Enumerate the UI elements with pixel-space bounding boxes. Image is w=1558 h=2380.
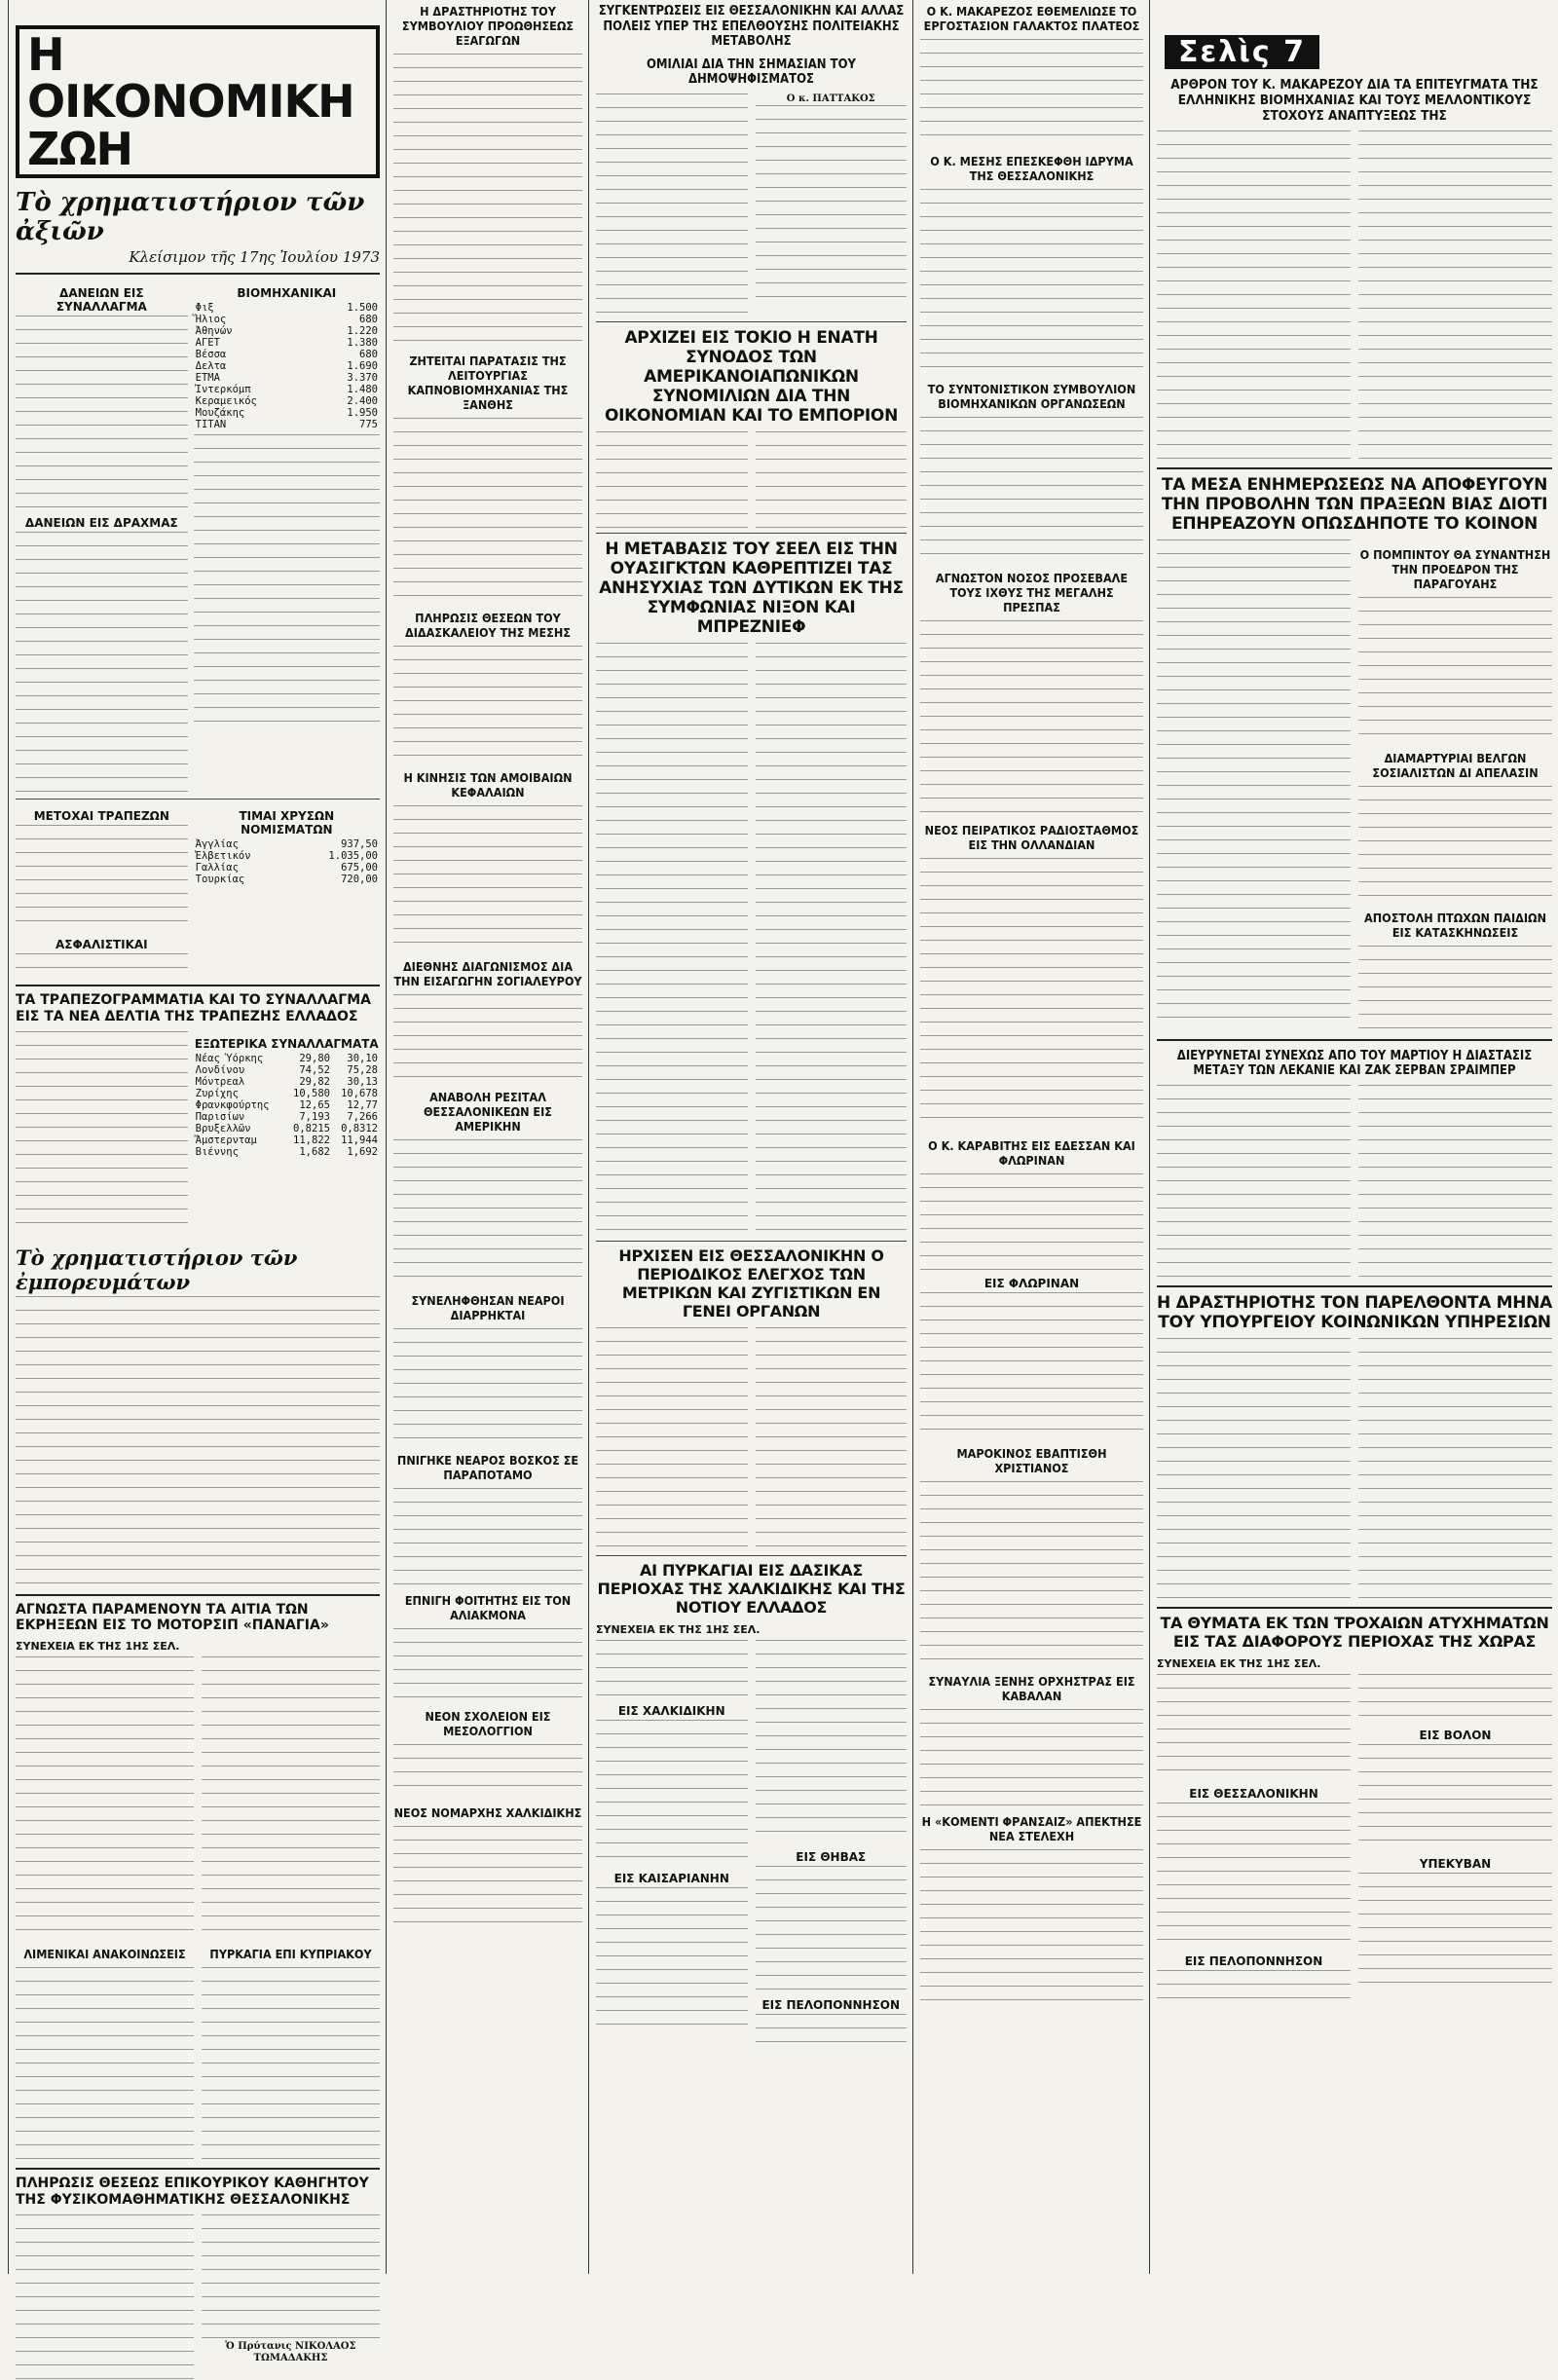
rate-row [194, 1134, 380, 1146]
rate-row-buy: 12,65 [299, 1098, 330, 1111]
economic-life-column [10, 0, 386, 2364]
article-text [920, 1292, 1143, 1438]
gold-title: ΤΙΜΑΙ ΧΡΥΣΩΝ ΝΟΜΙΣΜΑΤΩΝ [239, 809, 335, 837]
rates-subtitle: ΕΞΩΤΕΡΙΚΑ ΣΥΝΑΛΛΑΓΜΑΤΑ [194, 1036, 379, 1051]
article-text [1358, 946, 1552, 1033]
headline: ΑΡΧΙΖΕΙ ΕΙΣ ΤΟΚΙΟ Η ΕΝΑΤΗ ΣΥΝΟΔΟΣ ΤΩΝ ΑΜΕΡΙΚΑΝΟΙΑΠΩΝΙΚΩΝ ΣΥΝΟΜΙΛΙΩΝ ΔΙΑ ΤΗΝ ΟΙΚΟΝΟΜΙΑΝ ΚΑΙ ΤΟ ΕΜΠΟΡΙΟΝ [604, 327, 899, 427]
column-rule [1149, 0, 1150, 2274]
continued-label: ΣΥΝΕΧΕΙΑ ΕΚ ΤΗΣ 1ΗΣ ΣΕΛ. [1157, 1656, 1321, 1670]
column-rule [386, 0, 387, 2274]
headline: ΣΥΓΚΕΝΤΡΩΣΕΙΣ ΕΙΣ ΘΕΣΣΑΛΟΝΙΚΗΝ ΚΑΙ ΑΛΛΑΣ ΠΟΛΕΙΣ ΥΠΕΡ ΤΗΣ ΕΠΕΛΘΟΥΣΗΣ ΠΟΛΙΤΕΙΑΚΗΣ ΜΕΤΑΒΟΛΗΣ [598, 4, 905, 50]
subhead: ΕΙΣ ΒΟΛΟΝ [1419, 1728, 1492, 1742]
rate-row-buy: 0,8215 [293, 1122, 330, 1134]
article-text [596, 1887, 748, 2033]
article-text [596, 1640, 748, 1698]
subhead: ΕΙΣ ΧΑΛΚΙΔΙΚΗΝ [617, 1703, 725, 1718]
industrial-row [194, 302, 380, 314]
article-text [393, 54, 582, 346]
headline: ΣΥΝΑΥΛΙΑ ΞΕΝΗΣ ΟΡΧΗΣΤΡΑΣ ΕΙΣ ΚΑΒΑΛΑΝ [928, 1674, 1135, 1703]
rate-row [194, 1111, 380, 1123]
rate-row-buy: 29,80 [299, 1052, 330, 1064]
industrial-row [194, 337, 380, 349]
gold-row [194, 862, 380, 874]
article-text [1157, 1803, 1351, 1949]
industrial-row-value: 2.400 [347, 395, 378, 408]
rate-row [194, 1088, 380, 1099]
banks-title: ΜΕΤΟΧΑΙ ΤΡΑΠΕΖΩΝ [33, 809, 169, 824]
industrial-row-name: Κεραμεικός [195, 395, 257, 408]
headline: ΠΝΙΓΗΚΕ ΝΕΑΡΟΣ ΒΟΣΚΟΣ ΣΕ ΠΑΡΑΠΟΤΑΜΟ [396, 1453, 579, 1482]
industrial-row-value: 1.500 [347, 302, 378, 315]
rate-row-sell: 11,944 [341, 1134, 378, 1146]
article-text [202, 1656, 380, 1939]
position-headline: ΠΛΗΡΩΣΙΣ ΘΕΣΕΩΣ ΕΠΙΚΟΥΡΙΚΟΥ ΚΑΘΗΓΗΤΟΥ ΤΗΣ ΦΥΣΙΚΟΜΑΘΗΜΑΤΙΚΗΣ ΘΕΣΣΑΛΟΝΙΚΗΣ [16, 2175, 369, 2209]
article-text [1157, 1970, 1351, 2009]
article-text [756, 1640, 908, 1844]
rate-row-buy: 11,822 [293, 1134, 330, 1146]
signature: Ὁ Πρύτανις ΝΙΚΟΛΑΟΣ ΤΩΜΑΔΑΚΗΣ [225, 2340, 356, 2364]
headline: ΑΙ ΠΥΡΚΑΓΙΑΙ ΕΙΣ ΔΑΣΙΚΑΣ ΠΕΡΙΟΧΑΣ ΤΗΣ ΧΑΛΚΙΔΙΚΗΣ ΚΑΙ ΤΗΣ ΝΟΤΙΟΥ ΕΛΛΑΔΟΣ [597, 1560, 906, 1617]
news-column-1 [388, 0, 588, 2274]
industrial-row-value: 1.690 [347, 360, 378, 373]
loans-drachma-title: ΔΑΝΕΙΩΝ ΕΙΣ ΔΡΑΧΜΑΣ [24, 516, 178, 531]
rate-row-buy: 1,682 [299, 1145, 330, 1158]
headline: ΝΕΟΣ ΠΕΙΡΑΤΙΚΟΣ ΡΑΔΙΟΣΤΑΘΜΟΣ ΕΙΣ ΤΗΝ ΟΛΛΑΝΔΙΑΝ [924, 823, 1139, 852]
rate-row [194, 1064, 380, 1076]
stock-exchange-title: Τὸ χρηματιστήριον τῶν ἀξιῶν [16, 187, 365, 246]
article-text [1157, 539, 1351, 1026]
article-text [393, 646, 582, 762]
industrial-row-value: 680 [359, 349, 378, 361]
article-text [1358, 1744, 1552, 1851]
gold-row [194, 850, 380, 862]
industrial-row-value: 1.950 [347, 407, 378, 420]
article-text [920, 858, 1143, 1131]
subhead: ΕΙΣ ΠΕΛΟΠΟΝΝΗΣΟΝ [1184, 1953, 1323, 1968]
rate-row-sell: 1,692 [347, 1145, 378, 1158]
rate-row-buy: 74,52 [299, 1063, 330, 1076]
masthead: Η ΟΙΚΟΝΟΜΙΚΗ ΖΩΗ [16, 25, 380, 178]
article-text [596, 643, 748, 1237]
gold-row-name: Γαλλίας [195, 862, 239, 874]
article-text [920, 417, 1143, 563]
article-text [1358, 1338, 1552, 1601]
article-text [920, 1173, 1143, 1271]
subhead: ΥΠΕΚΥΒΑΝ [1419, 1856, 1492, 1871]
explosions-headline: ΑΓΝΩΣΤΑ ΠΑΡΑΜΕΝΟΥΝ ΤΑ ΑΙΤΙΑ ΤΩΝ ΕΚΡΗΞΕΩΝ ΕΙΣ ΤΟ ΜΟΤΟΡΣΙΠ «ΠΑΝΑΓΙΑ» [16, 1601, 329, 1634]
industrial-row-value: 1.380 [347, 337, 378, 350]
gold-row [194, 874, 380, 885]
gold-row-value: 675,00 [341, 862, 378, 874]
article-text [596, 1327, 748, 1551]
article-text [756, 1866, 908, 1992]
rate-row-sell: 30,10 [347, 1052, 378, 1064]
article-text [920, 1849, 1143, 2005]
headline: Ο Κ. ΚΑΡΑΒΙΤΗΣ ΕΙΣ ΕΔΕΣΣΑΝ ΚΑΙ ΦΛΩΡΙΝΑΝ [928, 1138, 1135, 1168]
industrial-row [194, 372, 380, 384]
rate-row-sell: 75,28 [347, 1063, 378, 1076]
article-text [202, 1967, 380, 2162]
headline: ΣΥΝΕΛΗΦΘΗΣΑΝ ΝΕΑΡΟΙ ΔΙΑΡΡΗΚΤΑΙ [411, 1293, 565, 1322]
industrial-row [194, 407, 380, 419]
headline: ΑΠΟΣΤΟΛΗ ΠΤΩΧΩΝ ΠΑΙΔΙΩΝ ΕΙΣ ΚΑΤΑΣΚΗΝΩΣΕΙΣ [1364, 910, 1546, 940]
rate-row [194, 1053, 380, 1064]
fire-headline: ΠΥΡΚΑΓΙΑ ΕΠΙ ΚΥΠΡΙΑΚΟΥ [209, 1947, 372, 1962]
article-text [202, 2214, 380, 2341]
headline: ΕΠΝΙΓΗ ΦΟΙΤΗΤΗΣ ΕΙΣ ΤΟΝ ΑΛΙΑΚΜΟΝΑ [404, 1593, 572, 1622]
rate-row-sell: 10,678 [341, 1087, 378, 1099]
rates-title: ΤΑ ΤΡΑΠΕΖΟΓΡΑΜΜΑΤΙΑ ΚΑΙ ΤΟ ΣΥΝΑΛΛΑΓΜΑ ΕΙΣ ΤΑ ΝΕΑ ΔΕΛΤΙΑ ΤΗΣ ΤΡΑΠΕΖΗΣ ΕΛΛΑΔΟΣ [16, 992, 371, 1024]
gold-row-name: Ἀγγλίας [195, 838, 239, 851]
article-text [393, 1826, 582, 1923]
continued-label: ΣΥΝΕΧΕΙΑ ΕΚ ΤΗΣ 1ΗΣ ΣΕΛ. [596, 1622, 760, 1636]
byline: Ο κ. ΠΑΤΤΑΚΟΣ [786, 93, 875, 104]
article-text [16, 2214, 194, 2380]
article-text [393, 805, 582, 951]
column-rule [8, 0, 9, 2274]
headline: Η ΔΡΑΣΤΗΡΙΟΤΗΣ ΤΟΝ ΠΑΡΕΛΘΟΝΤΑ ΜΗΝΑ ΤΟΥ ΥΠΟΥΡΓΕΙΟΥ ΚΟΙΝΩΝΙΚΩΝ ΥΠΗΡΕΣΙΩΝ [1157, 1292, 1552, 1332]
industrial-row [194, 314, 380, 325]
rate-row-name: Βρυξελλῶν [195, 1122, 251, 1134]
rate-row-sell: 7,266 [347, 1110, 378, 1123]
loans-foreign-title: ΔΑΝΕΙΩΝ ΕΙΣ ΣΥΝΑΛΛΑΓΜΑ [56, 286, 147, 315]
industrial-row [194, 419, 380, 430]
rate-row [194, 1146, 380, 1158]
headline: ΠΛΗΡΩΣΙΣ ΘΕΣΕΩΝ ΤΟΥ ΔΙΔΑΣΚΑΛΕΙΟΥ ΤΗΣ ΜΕΣΗΣ [405, 611, 571, 640]
headline: Η ΜΕΤΑΒΑΣΙΣ ΤΟΥ ΣΕΕΛ ΕΙΣ ΤΗΝ ΟΥΑΣΙΓΚΤΩΝ ΚΑΘΡΕΠΤΙΖΕΙ ΤΑΣ ΑΝΗΣΥΧΙΑΣ ΤΩΝ ΔΥΤΙΚΩΝ ΕΚ ΤΗΣ ΣΥΜΦΩΝΙΑΣ ΝΙΞΟΝ ΚΑΙ ΜΠΡΕΖΝΙΕΦ [599, 539, 904, 638]
headline: ΑΓΝΩΣΤΟΝ ΝΟΣΟΣ ΠΡΟΣΕΒΑΛΕ ΤΟΥΣ ΙΧΘΥΣ ΤΗΣ ΜΕΓΑΛΗΣ ΠΡΕΣΠΑΣ [935, 571, 1129, 614]
rate-row-sell: 0,8312 [341, 1122, 378, 1134]
article-text [920, 1481, 1143, 1666]
article-text [393, 1328, 582, 1445]
rate-row-sell: 30,13 [347, 1075, 378, 1088]
rate-row-name: Φρανκφούρτης [195, 1098, 270, 1111]
headline: ΔΙΑΜΑΡΤΥΡΙΑΙ ΒΕΛΓΩΝ ΣΟΣΙΑΛΙΣΤΩΝ ΔΙ ΑΠΕΛΑΣΙΝ [1372, 750, 1539, 780]
industrial-row-value: 3.370 [347, 372, 378, 385]
commodities-text [16, 1296, 380, 1588]
article-text [920, 1709, 1143, 1806]
article-text [393, 1139, 582, 1285]
headline: Η ΚΙΝΗΣΙΣ ΤΩΝ ΑΜΟΙΒΑΙΩΝ ΚΕΦΑΛΑΙΩΝ [403, 770, 573, 800]
industrial-table-more [194, 434, 380, 726]
headline: ΗΡΧΙΣΕΝ ΕΙΣ ΘΕΣΣΑΛΟΝΙΚΗΝ Ο ΠΕΡΙΟΔΙΚΟΣ ΕΛΕΓΧΟΣ ΤΩΝ ΜΕΤΡΙΚΩΝ ΚΑΙ ΖΥΓΙΣΤΙΚΩΝ ΕΝ ΓΕΝΕΙ ΟΡΓΑΝΩΝ [618, 1246, 884, 1321]
headline: ΝΕΟΝ ΣΧΟΛΕΙΟΝ ΕΙΣ ΜΕΣΟΛΟΓΓΙΟΝ [425, 1709, 551, 1738]
subhead: ΕΙΣ ΘΕΣΣΑΛΟΝΙΚΗΝ [1189, 1786, 1318, 1801]
industrial-row [194, 325, 380, 337]
continued-label: ΣΥΝΕΧΕΙΑ ΕΚ ΤΗΣ 1ΗΣ ΣΕΛ. [16, 1640, 180, 1654]
article-text [1157, 1338, 1351, 1601]
industrial-row [194, 349, 380, 360]
rate-row [194, 1099, 380, 1111]
headline: ΤΟ ΣΥΝΤΟΝΙΣΤΙΚΟΝ ΣΥΜΒΟΥΛΙΟΝ ΒΙΟΜΗΧΑΝΙΚΩΝ ΟΡΓΑΝΩΣΕΩΝ [927, 382, 1136, 411]
article-text [596, 1720, 748, 1866]
article-text [16, 1967, 194, 2162]
article-text [920, 189, 1143, 374]
loans-foreign-table [16, 316, 188, 510]
article-text [756, 431, 908, 529]
industrial-row-name: Ἰντερκόμπ [195, 384, 251, 396]
industrial-row [194, 360, 380, 372]
rate-row-name: Ζυρίχης [195, 1087, 239, 1099]
industrial-row-name: Ἀθηνών [195, 325, 233, 338]
gold-table [194, 838, 380, 885]
industrial-row-name: ΤΙΤΑΝ [195, 419, 227, 431]
industrial-row-value: 1.480 [347, 384, 378, 396]
industrial-row-value: 680 [359, 314, 378, 326]
article-text [1157, 1085, 1351, 1280]
article-text [596, 431, 748, 529]
article-text [393, 1744, 582, 1798]
industrial-row-name: Δελτα [195, 360, 227, 373]
headline: Η ΔΡΑΣΤΗΡΙΟΤΗΣ ΤΟΥ ΣΥΜΒΟΥΛΙΟΥ ΠΡΟΩΘΗΣΕΩΣ ΕΞΑΓΩΓΩΝ [401, 4, 575, 48]
article-text [1157, 130, 1351, 462]
rate-row-name: Νέας Ὑόρκης [195, 1052, 264, 1064]
industrial-row-value: 1.220 [347, 325, 378, 338]
article-text [1358, 597, 1552, 743]
rate-row-sell: 12,77 [347, 1098, 378, 1111]
rate-row-name: Μόντρεαλ [195, 1075, 245, 1088]
page-number-tag: Σελὶς 7 [1165, 35, 1319, 69]
article-text [596, 93, 748, 317]
headline: Ο ΠΟΜΠΙΝΤΟΥ ΘΑ ΣΥΝΑΝΤΗΣΗ ΤΗΝ ΠΡΟΕΔΡΟΝ ΤΗΣ ΠΑΡΑΓΟΥΑΗΣ [1359, 546, 1551, 591]
banknotes-table [16, 1031, 188, 1236]
industrial-row-value: 775 [359, 419, 378, 431]
news-column-right [1151, 0, 1558, 2274]
rate-row-name: Βιέννης [195, 1145, 239, 1158]
article-text [756, 1327, 908, 1551]
article-text [1358, 1674, 1552, 1723]
article-text [393, 994, 582, 1082]
headline: Ο Κ. ΜΑΚΑΡΕΖΟΣ ΕΘΕΜΕΛΙΩΣΕ ΤΟ ΕΡΓΟΣΤΑΣΙΟΝ ΓΑΛΑΚΤΟΣ ΠΛΑΤΕΟΣ [923, 4, 1140, 33]
gold-row-name: Ἐλβετικόν [195, 850, 251, 863]
column-rule [588, 0, 589, 2274]
headline: ΤΑ ΜΕΣΑ ΕΝΗΜΕΡΩΣΕΩΣ ΝΑ ΑΠΟΦΕΥΓΟΥΝ ΤΗΝ ΠΡΟΒΟΛΗΝ ΤΩΝ ΠΡΑΞΕΩΝ ΒΙΑΣ ΔΙΟΤΙ ΕΠΗΡΕΑΖΟΥΝ ΟΠΩΣΔΗΠΟΤΕ ΤΟ ΚΟΙΝΟΝ [1161, 474, 1548, 534]
industrial-row-name: Φιξ [195, 302, 214, 315]
article-text [393, 1628, 582, 1701]
gold-row [194, 838, 380, 850]
rate-row-name: Λονδίνου [195, 1063, 245, 1076]
article-text [1358, 1873, 1552, 1990]
headline: ΑΡΘΡΟΝ ΤΟΥ Κ. ΜΑΚΑΡΕΖΟΥ ΔΙΑ ΤΑ ΕΠΙΤΕΥΓΜΑΤΑ ΤΗΣ ΕΛΛΗΝΙΚΗΣ ΒΙΟΜΗΧΑΝΙΑΣ ΚΑΙ ΤΟΥΣ ΜΕΛΛΟΝΤΙΚΟΥΣ ΣΤΟΧΟΥΣ ΑΝΑΠΤΥΞΕΩΣ ΤΗΣ [1170, 77, 1539, 125]
subhead: ΕΙΣ ΘΗΒΑΣ [796, 1849, 867, 1864]
news-column-2 [590, 0, 912, 2274]
headline: Ο Κ. ΜΕΣΗΣ ΕΠΕΣΚΕΦΘΗ ΙΔΡΥΜΑ ΤΗΣ ΘΕΣΣΑΛΟΝΙΚΗΣ [930, 154, 1133, 183]
gold-row-value: 937,50 [341, 838, 378, 851]
article-text [920, 39, 1143, 146]
gold-row-value: 1.035,00 [328, 850, 378, 863]
headline: ΔΙΕΘΝΗΣ ΔΙΑΓΩΝΙΣΜΟΣ ΔΙΑ ΤΗΝ ΕΙΣΑΓΩΓΗΝ ΣΟΓΙΑΛΕΥΡΟΥ [393, 959, 582, 988]
article-text [756, 105, 908, 300]
headline: ΟΜΙΛΙΑΙ ΔΙΑ ΤΗΝ ΣΗΜΑΣΙΑΝ ΤΟΥ ΔΗΜΟΨΗΦΙΣΜΑΤΟΣ [646, 56, 857, 88]
article-text [16, 1656, 194, 1939]
stock-exchange-date: Κλείσιμον τῆς 17ης Ἰουλίου 1973 [129, 247, 380, 266]
insurance-table [16, 953, 188, 979]
headline: ΑΝΑΒΟΛΗ ΡΕΣΙΤΑΛ ΘΕΣΣΑΛΟΝΙΚΕΩΝ ΕΙΣ ΑΜΕΡΙΚΗΝ [423, 1090, 552, 1134]
rate-row-name: Παρισίων [195, 1110, 245, 1123]
rate-row-name: Ἄμστερνταμ [195, 1134, 257, 1146]
banks-table [16, 825, 188, 932]
news-column-3 [914, 0, 1149, 2274]
rate-row-buy: 10,580 [293, 1087, 330, 1099]
industrial-row-name: ΑΓΕΤ [195, 337, 220, 350]
article-text [756, 643, 908, 1237]
rate-row-buy: 29,82 [299, 1075, 330, 1088]
loans-drachma-table [16, 532, 188, 795]
headline: ΤΑ ΘΥΜΑΤΑ ΕΚ ΤΩΝ ΤΡΟΧΑΙΩΝ ΑΤΥΧΗΜΑΤΩΝ ΕΙΣ ΤΑΣ ΔΙΑΦΟΡΟΥΣ ΠΕΡΙΟΧΑΣ ΤΗΣ ΧΩΡΑΣ [1160, 1613, 1549, 1651]
industrial-row-name: Μουζάκης [195, 407, 245, 420]
industrial-row [194, 384, 380, 395]
headline: ΔΙΕΥΡΥΝΕΤΑΙ ΣΥΝΕΧΩΣ ΑΠΟ ΤΟΥ ΜΑΡΤΙΟΥ Η ΔΙΑΣΤΑΣΙΣ ΜΕΤΑΞΥ ΤΩΝ ΛΕΚΑΝΙΕ ΚΑΙ ΖΑΚ ΣΕΡΒΑΝ ΣΡΑΙΜΠΕΡ [1176, 1048, 1533, 1079]
industrial-row-name: Ἥλιος [195, 314, 227, 326]
headline: ΖΗΤΕΙΤΑΙ ΠΑΡΑΤΑΣΙΣ ΤΗΣ ΛΕΙΤΟΥΡΓΙΑΣ ΚΑΠΝΟΒΙΟΜΗΧΑΝΙΑΣ ΤΗΣ ΞΑΝΘΗΣ [407, 353, 569, 412]
rate-row-buy: 7,193 [299, 1110, 330, 1123]
industrial-row-name: Βέσσα [195, 349, 227, 361]
column-rule [912, 0, 913, 2274]
subhead: ΕΙΣ ΚΑΙΣΑΡΙΑΝΗΝ [613, 1871, 729, 1885]
industrial-row [194, 395, 380, 407]
industrial-row-name: ΕΤΜΑ [195, 372, 220, 385]
headline: Η «ΚΟΜΕΝΤΙ ΦΡΑΝΣΑΙΖ» ΑΠΕΚΤΗΣΕ ΝΕΑ ΣΤΕΛΕΧΗ [921, 1814, 1142, 1843]
subhead: ΕΙΣ ΦΛΩΡΙΝΑΝ [983, 1277, 1080, 1290]
insurance-title: ΑΣΦΑΛΙΣΤΙΚΑΙ [56, 938, 148, 952]
rate-row [194, 1076, 380, 1088]
article-text [1358, 786, 1552, 903]
headline: ΜΑΡΟΚΙΝΟΣ ΕΒΑΠΤΙΣΘΗ ΧΡΙΣΤΙΑΝΟΣ [956, 1446, 1107, 1475]
industrial-title: ΒΙΟΜΗΧΑΝΙΚΑΙ [237, 286, 337, 301]
industrial-table [194, 302, 380, 430]
article-text [393, 418, 582, 603]
gold-row-name: Τουρκίας [195, 874, 245, 886]
article-text [1358, 130, 1552, 462]
article-text [1358, 1085, 1552, 1280]
subhead: ΕΙΣ ΠΕΛΟΠΟΝΝΗΣΟΝ [761, 1997, 901, 2012]
article-text [920, 620, 1143, 815]
gold-row-value: 720,00 [341, 874, 378, 886]
article-text [1157, 1674, 1351, 1781]
commodities-title: Τὸ χρηματιστήριον τῶν ἐμπορευμάτων [16, 1245, 298, 1294]
rates-table [194, 1053, 380, 1158]
headline: ΝΕΟΣ ΝΟΜΑΡΧΗΣ ΧΑΛΚΙΔΙΚΗΣ [393, 1805, 582, 1820]
article-text [393, 1488, 582, 1585]
article-text [756, 2014, 908, 2043]
maritime-headline: ΛΙΜΕΝΙΚΑΙ ΑΝΑΚΟΙΝΩΣΕΙΣ [23, 1947, 186, 1962]
rate-row [194, 1123, 380, 1134]
